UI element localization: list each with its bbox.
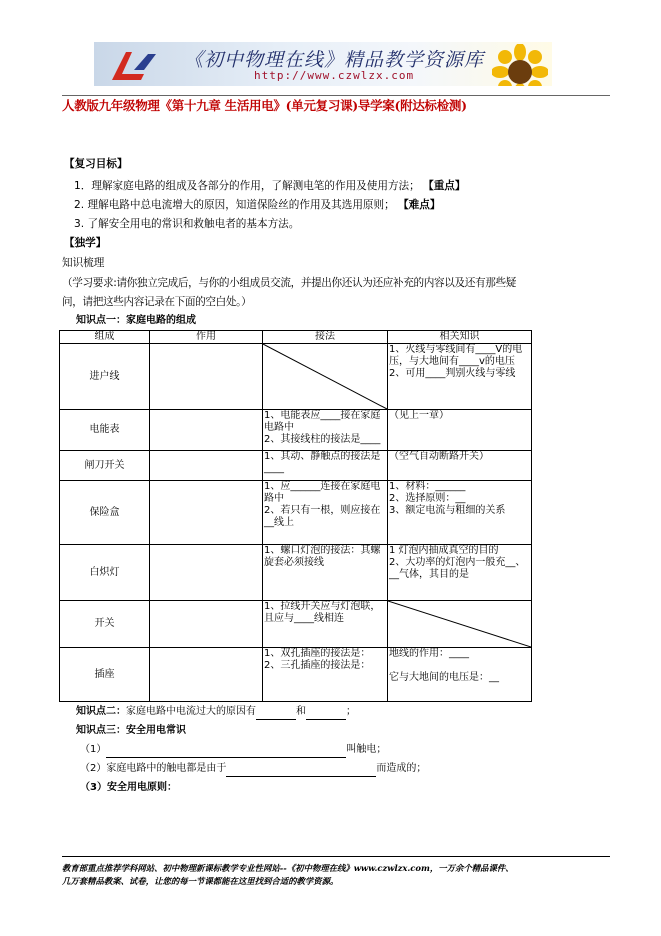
- self-study-heading: 【独学】: [64, 237, 107, 249]
- row-related: 地线的作用：____ 它与大地间的电压是：__: [388, 648, 532, 702]
- answer-blank[interactable]: [106, 743, 346, 758]
- answer-blank[interactable]: [306, 705, 346, 720]
- table-row: [60, 410, 532, 451]
- header-cell: 组成: [60, 331, 150, 344]
- goal-2: [74, 198, 440, 212]
- point1-label: 知识点一：家庭电路的组成: [76, 315, 196, 326]
- row-name: 进户线: [60, 344, 150, 410]
- item1-suffix: 叫触电；: [346, 744, 387, 755]
- row-function: [150, 545, 263, 601]
- answer-blank[interactable]: [226, 762, 376, 777]
- banner-url[interactable]: http://www.czwlzx.com: [254, 69, 415, 82]
- point2-text-a: 家庭电路中电流过大的原因有: [126, 706, 256, 717]
- study-requirement-line-1: （学习要求:请你独立完成后，与你的小组成员交流，并提出你还认为还应补充的内容以及还有那些疑: [62, 277, 516, 289]
- row-related: 1 灯泡内抽成真空的目的 2、大功率的灯泡内一般充__、__气体，其目的是: [388, 545, 532, 601]
- row-related: 1、材料：______ 2、选择原则：__ 3、额定电流与粗细的关系: [388, 481, 532, 545]
- row-name: 开关: [60, 601, 150, 648]
- row-name: 白炽灯: [60, 545, 150, 601]
- banner-title: 《初中物理在线》精品教学资源库: [184, 49, 485, 71]
- table-row: [60, 481, 532, 545]
- difficult-point-tag: 【难点】: [398, 199, 441, 211]
- goal-1: [74, 179, 466, 193]
- review-heading: 【复习目标】: [64, 158, 128, 170]
- table-header-row: [60, 331, 532, 344]
- point2-line: [76, 705, 356, 720]
- item2-suffix: 而造成的；: [376, 763, 427, 774]
- row-method: 1、电能表应____接在家庭电路中 2、其接线柱的接法是____: [263, 410, 388, 451]
- point2-label: 知识点二：: [76, 706, 126, 717]
- table-row: [60, 648, 532, 702]
- row-name: 保险盒: [60, 481, 150, 545]
- point3-item-2: [80, 762, 426, 777]
- row-function: [150, 451, 263, 481]
- row-method-diagonal: [263, 344, 388, 410]
- row-method: 1、拉线开关应与灯泡联，且应与____线相连: [263, 601, 388, 648]
- goal-1-text: 1．理解家庭电路的组成及各部分的作用，了解测电笔的作用及使用方法；: [74, 180, 420, 192]
- point3-item-1: [80, 743, 386, 758]
- row-name: 闸刀开关: [60, 451, 150, 481]
- row-method: 1、螺口灯泡的接法：其螺旋套必须接线: [263, 545, 388, 601]
- row-function: [150, 410, 263, 451]
- site-logo-icon: [108, 48, 160, 82]
- site-banner: [94, 42, 552, 86]
- goal-3: 3. 了解安全用电的常识和救触电者的基本方法。: [74, 218, 300, 230]
- row-function: [150, 648, 263, 702]
- footer-line-2: 几万套精品教案、试卷，让您的每一节课都能在这里找到合适的教学资源。: [62, 876, 339, 886]
- goal-2-text: 2. 理解电路中总电流增大的原因，知道保险丝的作用及其选用原则；: [74, 199, 395, 211]
- row-name: 插座: [60, 648, 150, 702]
- row-function: [150, 344, 263, 410]
- item1-prefix: （1）: [80, 744, 107, 755]
- study-requirement-line-2: 问，请把这些内容记录在下面的空白处。）: [62, 296, 252, 308]
- row-related: （见上一章）: [388, 410, 532, 451]
- row-method: 1、其动、静触点的接法是____: [263, 451, 388, 481]
- key-point-tag: 【重点】: [423, 180, 466, 192]
- footer-line-1: 教育部重点推荐学科网站、初中物理新课标教学专业性网站--《初中物理在线》www.czwlzx.com，一万余个精品课件、: [62, 863, 514, 873]
- row-method: 1、双孔插座的接法是： 2、三孔插座的接法是：: [263, 648, 388, 702]
- header-cell: 相关知识: [388, 331, 532, 344]
- row-related: 1、火线与零线间有____V的电压，与大地间有____v的电压 2、可用____判别火线与零线: [388, 344, 532, 410]
- table-row: [60, 344, 532, 410]
- row-related-diagonal: [388, 601, 532, 648]
- footer-divider: [62, 856, 610, 857]
- table-row: [60, 451, 532, 481]
- row-name: 电能表: [60, 410, 150, 451]
- row-function: [150, 601, 263, 648]
- point2-text-b: 和: [296, 706, 306, 717]
- point3-item-3: （3）安全用电原则：: [80, 782, 177, 793]
- point2-text-c: ；: [346, 706, 356, 717]
- row-function: [150, 481, 263, 545]
- table-row: [60, 601, 532, 648]
- knowledge-summary-label: 知识梳理: [62, 257, 105, 269]
- point3-label: 知识点三：安全用电常识: [76, 725, 186, 736]
- answer-blank[interactable]: [256, 705, 296, 720]
- header-cell: 作用: [150, 331, 263, 344]
- header-cell: 接法: [263, 331, 388, 344]
- row-related: （空气自动断路开关）: [388, 451, 532, 481]
- row-method: 1、应______连接在家庭电路中 2、若只有一根，则应接在__线上: [263, 481, 388, 545]
- knowledge-table: [59, 330, 532, 702]
- table-row: [60, 545, 532, 601]
- item2-prefix: （2）家庭电路中的触电都是由于: [80, 763, 227, 774]
- page-title: 人教版九年级物理《第十九章 生活用电》(单元复习课)导学案(附达标检测): [62, 98, 467, 113]
- sunflower-icon: [492, 44, 548, 86]
